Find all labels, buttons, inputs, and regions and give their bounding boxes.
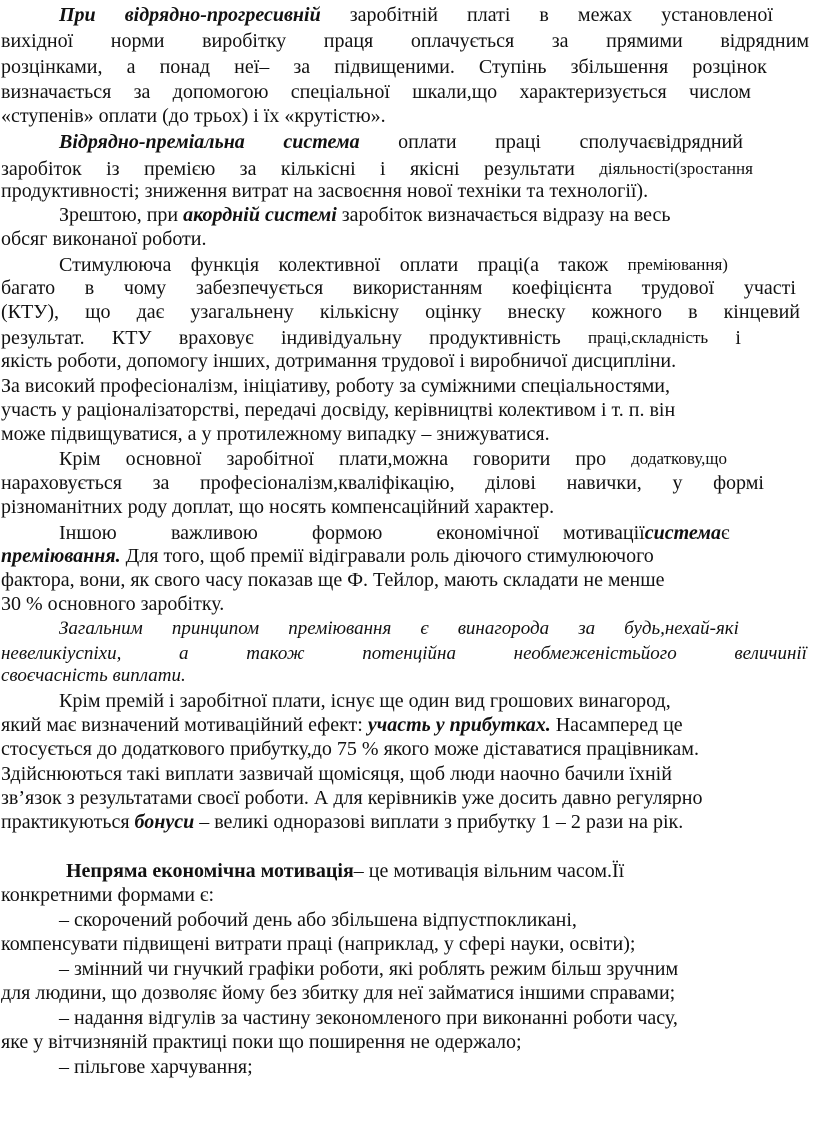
p4-word: кінцевий xyxy=(723,301,800,323)
p4-word: забезпечується xyxy=(195,277,324,299)
p1-line-1 xyxy=(0,3,816,27)
p1-word: вихідної xyxy=(1,30,74,52)
p7-word: за xyxy=(578,618,596,639)
p2-line-1 xyxy=(0,130,816,154)
p2-word: за xyxy=(239,158,257,180)
p2-line-3 xyxy=(1,179,816,203)
p1-word: заробітній xyxy=(349,4,438,26)
p2-word: сполучаєвідрядний xyxy=(579,131,743,153)
p2-word: результати xyxy=(483,158,575,180)
p4-line-4 xyxy=(0,326,816,350)
p5-word: плати,можна xyxy=(339,448,449,470)
p7-line-1 xyxy=(0,617,816,641)
p9-text: яке у вітчизняній практиці поки що поширення не одержало; xyxy=(1,1031,522,1053)
p9-line-3 xyxy=(59,908,816,932)
p4-word: дає xyxy=(136,301,165,323)
p4-word: праці(а xyxy=(477,254,539,276)
p3-text: Зрештою, при xyxy=(59,204,184,226)
p2-word: із xyxy=(106,158,120,180)
p1-word: визначається xyxy=(1,81,112,103)
p1-word: Ступінь xyxy=(478,56,547,78)
p4-word: продуктивність xyxy=(429,327,561,349)
p5-word: говорити xyxy=(473,448,551,470)
p8-text: Здійснюються такі виплати зазвичай щомісяця, щоб люди наочно бачили їхній xyxy=(1,763,672,785)
p5-word: Крім xyxy=(59,448,101,470)
p8-line-2 xyxy=(1,713,816,737)
p4-word: КТУ xyxy=(111,327,152,349)
p6-line-2 xyxy=(1,544,816,568)
p5-text: різноманітних роду доплат, що носять компенсаційний характер. xyxy=(1,496,555,518)
p4-word: внеску xyxy=(507,301,566,323)
p4-word: багато xyxy=(1,277,56,299)
p7-word: є xyxy=(420,618,429,639)
p5-word: професіоналізм,кваліфікацію, xyxy=(200,472,455,494)
p7-word: Загальним xyxy=(59,618,143,639)
p4-word: праці,складність xyxy=(587,328,709,347)
p4-word: функція xyxy=(190,254,260,276)
p4-line-7 xyxy=(1,398,816,422)
p1-word: виробітку xyxy=(202,30,287,52)
p4-text: може підвищуватися, а у протилежному випадку – знижуватися. xyxy=(1,423,550,445)
p9-text: для людини, що дозволяє йому без збитку для неї займатися іншими справами; xyxy=(1,982,676,1004)
p1-word: відрядним xyxy=(720,30,809,52)
p9-list-item: – надання відгулів за частину зекономленого при виконанні роботи часу, xyxy=(59,1007,678,1029)
p5-word: навички, xyxy=(566,472,642,494)
p8-line-3 xyxy=(1,737,816,761)
p6-text: мотивації xyxy=(563,522,645,544)
p4-line-8 xyxy=(1,422,816,446)
p8-text: Насамперед це xyxy=(550,714,683,736)
p2-word: праці xyxy=(495,131,541,153)
p9-line-2 xyxy=(1,883,816,907)
p4-word: узагальнену xyxy=(190,301,294,323)
p2-word: кількісні xyxy=(280,158,356,180)
p9-line-4 xyxy=(1,932,816,956)
p1-word: відрядно-прогресивній xyxy=(124,4,321,26)
p2-word: система xyxy=(283,131,360,153)
p2-line-2 xyxy=(0,157,816,181)
p6-emphasis: система xyxy=(644,522,721,544)
p9-line-5 xyxy=(59,957,816,981)
p1-word: допомогою xyxy=(172,81,269,103)
p1-word: розцінками, xyxy=(1,56,103,78)
p4-word: преміювання) xyxy=(627,255,728,274)
p1-word: характеризується xyxy=(519,81,667,103)
p3-emphasis: акордній системі xyxy=(183,204,337,226)
p9-text: конкретними формами є: xyxy=(1,884,215,906)
p1-line-4 xyxy=(0,80,816,104)
p4-text: якість роботи, допомогу інших, дотримання трудової і виробничої дисципліни. xyxy=(1,350,677,372)
p7-word: будь,нехай-які xyxy=(624,618,739,639)
p5-word: у xyxy=(672,472,683,494)
p5-word: заробітної xyxy=(226,448,314,470)
p6-line-1-words xyxy=(59,521,539,545)
p1-word: в xyxy=(539,4,549,26)
p2-text: продуктивності; зниження витрат на засвоєння нової техніки та технології). xyxy=(1,180,649,202)
p2-word: діяльності(зростання xyxy=(599,159,753,178)
p2-word: якісні xyxy=(409,158,460,180)
p6-word: Іншою xyxy=(59,522,117,544)
p6-word: формою xyxy=(312,522,383,544)
p3-text: заробіток визначається відразу на весь xyxy=(336,204,671,226)
p6-line-3 xyxy=(1,568,816,592)
p9-line-8 xyxy=(1,1030,816,1054)
p4-line-1 xyxy=(0,253,816,277)
p1-word: прямими xyxy=(606,30,683,52)
p7-word: величинії xyxy=(734,643,807,664)
p4-word: результат. xyxy=(1,327,85,349)
p4-word: кількісну xyxy=(319,301,400,323)
p5-line-2 xyxy=(0,471,816,495)
p4-line-2 xyxy=(0,276,816,300)
p2-word: оплати xyxy=(398,131,457,153)
p9-line-7 xyxy=(59,1006,816,1030)
p9-list-item: – пільгове харчування; xyxy=(59,1056,253,1078)
p7-word: а xyxy=(179,643,189,664)
p2-word: премією xyxy=(143,158,216,180)
p1-line-3 xyxy=(0,55,816,79)
p3-text: обсяг виконаної роботи. xyxy=(1,228,207,250)
p4-word: (КТУ), xyxy=(1,301,60,323)
p9-line-6 xyxy=(1,981,816,1005)
p8-line-4 xyxy=(1,762,816,786)
p1-word: платі xyxy=(467,4,511,26)
p4-line-3 xyxy=(0,300,816,324)
p9-line-9 xyxy=(59,1055,816,1079)
p1-word: понад xyxy=(159,56,211,78)
p9-list-item: – скорочений робочий день або збільшена відпустпокликані, xyxy=(59,909,577,931)
p1-word: оплачується xyxy=(410,30,515,52)
p5-word: основної xyxy=(125,448,202,470)
p6-line-1-end xyxy=(563,521,730,545)
p7-word: потенційна xyxy=(362,643,456,664)
p5-word: про xyxy=(575,448,607,470)
p6-line-1 xyxy=(0,521,816,545)
p8-line-6 xyxy=(1,810,816,834)
p1-word: шкали,що xyxy=(412,81,498,103)
p4-word: оплати xyxy=(399,254,459,276)
p6-text: фактора, вони, як свого часу показав ще Ф. Тейлор, мають складати не менше xyxy=(1,569,665,591)
p1-word: за xyxy=(551,30,569,52)
p1-text: «ступенів» оплати (до трьох) і їх «крутістю». xyxy=(1,105,386,127)
p6-word: важливою xyxy=(170,522,258,544)
p5-word: додаткову,що xyxy=(631,449,727,468)
p4-text: участь у раціоналізаторстві, передачі досвіду, керівництві колективом і т. п. він xyxy=(1,399,676,421)
p6-word: економічної xyxy=(436,522,539,544)
p8-text: – великі одноразові виплати з прибутку 1 – 2 рази на рік. xyxy=(194,811,684,833)
p4-word: враховує xyxy=(178,327,254,349)
p7-word: також xyxy=(246,643,305,664)
p4-word: оцінку xyxy=(425,301,482,323)
p4-word: використанням xyxy=(352,277,483,299)
p1-word: а xyxy=(126,56,136,78)
p4-word: індивідуальну xyxy=(280,327,402,349)
p7-line-2 xyxy=(0,642,816,666)
p8-emphasis: бонуси xyxy=(134,811,195,833)
p1-word: за xyxy=(133,81,151,103)
p4-text: За високий професіоналізм, ініціативу, роботу за суміжними спеціальностями, xyxy=(1,375,671,397)
p8-line-5 xyxy=(1,786,816,810)
p7-word: преміювання xyxy=(288,618,392,639)
p1-word: числом xyxy=(689,81,751,103)
p4-word: коефіцієнта xyxy=(512,277,613,299)
p1-word: межах xyxy=(577,4,633,26)
p5-word: нараховується xyxy=(1,472,122,494)
p4-word: трудової xyxy=(641,277,715,299)
p4-word: кожного xyxy=(591,301,662,323)
p1-word: за xyxy=(293,56,311,78)
p7-text: своєчасність виплати. xyxy=(1,665,186,686)
p4-word: в xyxy=(84,277,95,299)
p1-line-5 xyxy=(1,104,816,128)
p4-word: також xyxy=(558,254,609,276)
p8-text: стосується до додаткового прибутку,до 75 % якого може діставатися працівникам. xyxy=(1,738,699,760)
p9-heading: Непряма економічна мотивація xyxy=(66,860,354,882)
p6-text: Для того, щоб премії відігравали роль діючого стимулюючого xyxy=(120,545,654,567)
p4-line-6 xyxy=(1,374,816,398)
p4-word: Стимулююча xyxy=(59,254,172,276)
p9-text: компенсувати підвищені витрати праці (наприклад, у сфері науки, освіти); xyxy=(1,933,636,955)
p9-line-1 xyxy=(66,859,816,883)
p4-word: що xyxy=(85,301,111,323)
p4-word: чому xyxy=(123,277,167,299)
p2-word: заробіток xyxy=(1,158,82,180)
p2-word: Відрядно-преміальна xyxy=(59,131,245,153)
p7-word: необмеженістьйого xyxy=(513,643,677,664)
p1-word: неї– xyxy=(234,56,270,78)
p1-word: праця xyxy=(323,30,374,52)
p6-text: 30 % основного заробітку. xyxy=(1,593,225,615)
p5-word: ділові xyxy=(485,472,536,494)
p9-text: – це мотивація вільним часом.Її xyxy=(353,860,625,882)
p8-text: який має визначений мотиваційний ефект: xyxy=(1,714,368,736)
p7-word: принципом xyxy=(171,618,260,639)
p7-line-3 xyxy=(1,664,816,688)
p4-word: участі xyxy=(743,277,796,299)
p8-text: зв’язок з результатами своєї роботи. А для керівників уже досить давно регулярно xyxy=(1,787,703,809)
p6-text: є xyxy=(720,522,730,544)
p1-word: спеціальної xyxy=(290,81,390,103)
p1-word: підвищеними. xyxy=(334,56,455,78)
p6-emphasis: преміювання. xyxy=(1,545,121,567)
p1-line-2 xyxy=(0,29,816,53)
p1-word: установленої xyxy=(661,4,773,26)
p4-line-5 xyxy=(1,349,816,373)
p8-text: практикуються xyxy=(1,811,135,833)
p8-emphasis: участь у прибутках. xyxy=(367,714,551,736)
p1-word: При xyxy=(59,4,96,26)
p5-word: за xyxy=(152,472,170,494)
p5-line-3 xyxy=(1,495,816,519)
p5-line-1 xyxy=(0,447,816,471)
p8-line-1 xyxy=(59,689,816,713)
p8-text: Крім премій і заробітної плати, існує ще один вид грошових винагород, xyxy=(59,690,671,712)
p9-list-item: – змінний чи гнучкий графіки роботи, які роблять режим більш зручним xyxy=(59,958,679,980)
p4-word: в xyxy=(688,301,698,323)
p3-line-1 xyxy=(59,203,759,227)
p1-word: розцінок xyxy=(692,56,767,78)
p4-word: і xyxy=(735,327,741,349)
p2-word: і xyxy=(380,158,386,180)
p6-line-4 xyxy=(1,592,816,616)
p1-word: норми xyxy=(110,30,165,52)
p5-word: формі xyxy=(713,472,764,494)
p3-line-2 xyxy=(1,227,816,251)
p1-word: збільшення xyxy=(570,56,669,78)
p7-word: винагорода xyxy=(457,618,550,639)
p7-word: невеликіуспіхи, xyxy=(1,643,122,664)
p4-word: колективної xyxy=(278,254,381,276)
